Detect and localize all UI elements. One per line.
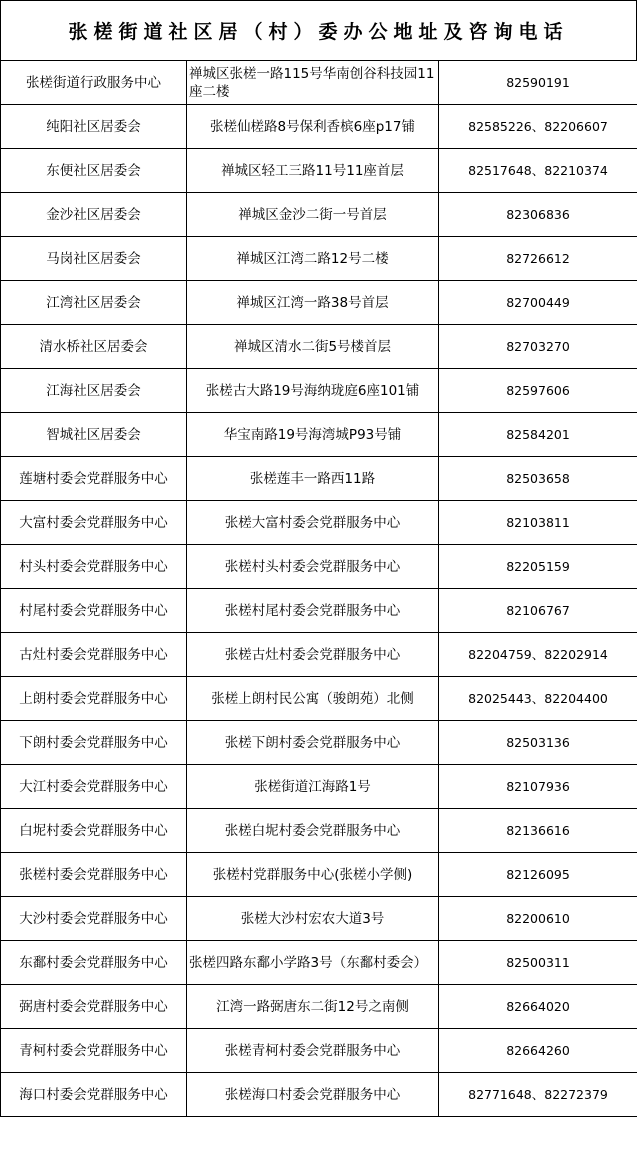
office-phone-cell: 82664020 [439, 985, 637, 1029]
office-address-cell: 华宝南路19号海湾城P93号铺 [187, 413, 439, 457]
table-row [1, 149, 637, 193]
table-row [1, 1073, 637, 1117]
office-phone-cell: 82503136 [439, 721, 637, 765]
office-name-cell: 下朗村委会党群服务中心 [1, 721, 187, 765]
office-address-cell: 禅城区江湾一路38号首层 [187, 281, 439, 325]
office-phone-cell: 82025443、82204400 [439, 677, 637, 721]
office-phone-cell: 82136616 [439, 809, 637, 853]
office-phone-cell: 82205159 [439, 545, 637, 589]
office-name-cell: 大富村委会党群服务中心 [1, 501, 187, 545]
office-address-cell: 禅城区轻工三路11号11座首层 [187, 149, 439, 193]
office-address-cell: 张槎街道江海路1号 [187, 765, 439, 809]
office-phone-cell: 82664260 [439, 1029, 637, 1073]
office-address-cell: 张槎大沙村宏农大道3号 [187, 897, 439, 941]
table-row [1, 941, 637, 985]
office-name-cell: 马岗社区居委会 [1, 237, 187, 281]
office-name-cell: 大沙村委会党群服务中心 [1, 897, 187, 941]
office-name-cell: 大江村委会党群服务中心 [1, 765, 187, 809]
office-address-cell: 张槎四路东鄱小学路3号（东鄱村委会） [187, 941, 439, 985]
office-phone-cell: 82126095 [439, 853, 637, 897]
table-row [1, 897, 637, 941]
office-phone-cell: 82503658 [439, 457, 637, 501]
sheet-title: 张槎街道社区居（村）委办公地址及咨询电话 [0, 0, 637, 60]
office-name-cell: 海口村委会党群服务中心 [1, 1073, 187, 1117]
office-address-cell: 禅城区江湾二路12号二楼 [187, 237, 439, 281]
office-name-cell: 清水桥社区居委会 [1, 325, 187, 369]
office-address-cell: 张槎莲丰一路西11路 [187, 457, 439, 501]
contact-table [0, 60, 637, 1117]
office-address-cell: 张槎青柯村委会党群服务中心 [187, 1029, 439, 1073]
office-name-cell: 莲塘村委会党群服务中心 [1, 457, 187, 501]
office-name-cell: 张槎街道行政服务中心 [1, 61, 187, 105]
office-phone-cell: 82517648、82210374 [439, 149, 637, 193]
office-phone-cell: 82103811 [439, 501, 637, 545]
table-row [1, 61, 637, 105]
office-name-cell: 古灶村委会党群服务中心 [1, 633, 187, 677]
office-name-cell: 江湾社区居委会 [1, 281, 187, 325]
office-address-cell: 禅城区清水二街5号楼首层 [187, 325, 439, 369]
office-name-cell: 金沙社区居委会 [1, 193, 187, 237]
contact-table-body [1, 61, 637, 1117]
table-row [1, 105, 637, 149]
office-name-cell: 青柯村委会党群服务中心 [1, 1029, 187, 1073]
table-row [1, 809, 637, 853]
table-row [1, 853, 637, 897]
office-address-cell: 张槎村头村委会党群服务中心 [187, 545, 439, 589]
table-row [1, 765, 637, 809]
office-name-cell: 上朗村委会党群服务中心 [1, 677, 187, 721]
office-phone-cell: 82597606 [439, 369, 637, 413]
table-row [1, 325, 637, 369]
table-row [1, 721, 637, 765]
table-row [1, 413, 637, 457]
table-row [1, 633, 637, 677]
table-row [1, 985, 637, 1029]
office-phone-cell: 82200610 [439, 897, 637, 941]
office-phone-cell: 82590191 [439, 61, 637, 105]
office-name-cell: 弼唐村委会党群服务中心 [1, 985, 187, 1029]
office-address-cell: 张槎下朗村委会党群服务中心 [187, 721, 439, 765]
office-address-cell: 张槎白坭村委会党群服务中心 [187, 809, 439, 853]
office-address-cell: 张槎村党群服务中心(张槎小学侧) [187, 853, 439, 897]
office-name-cell: 东便社区居委会 [1, 149, 187, 193]
table-row [1, 237, 637, 281]
table-row [1, 193, 637, 237]
table-row [1, 677, 637, 721]
table-row [1, 369, 637, 413]
table-row [1, 281, 637, 325]
office-address-cell: 张槎大富村委会党群服务中心 [187, 501, 439, 545]
office-name-cell: 江海社区居委会 [1, 369, 187, 413]
office-address-cell: 张槎仙槎路8号保利香槟6座p17铺 [187, 105, 439, 149]
office-phone-cell: 82584201 [439, 413, 637, 457]
office-name-cell: 纯阳社区居委会 [1, 105, 187, 149]
table-row [1, 589, 637, 633]
office-phone-cell: 82771648、82272379 [439, 1073, 637, 1117]
office-phone-cell: 82107936 [439, 765, 637, 809]
office-name-cell: 白坭村委会党群服务中心 [1, 809, 187, 853]
office-address-cell: 张槎上朗村民公寓（骏朗苑）北侧 [187, 677, 439, 721]
table-row [1, 545, 637, 589]
office-address-cell: 江湾一路弼唐东二街12号之南侧 [187, 985, 439, 1029]
office-name-cell: 智城社区居委会 [1, 413, 187, 457]
office-address-cell: 张槎村尾村委会党群服务中心 [187, 589, 439, 633]
office-phone-cell: 82700449 [439, 281, 637, 325]
office-phone-cell: 82726612 [439, 237, 637, 281]
office-phone-cell: 82585226、82206607 [439, 105, 637, 149]
office-phone-cell: 82500311 [439, 941, 637, 985]
office-address-cell: 张槎古灶村委会党群服务中心 [187, 633, 439, 677]
office-address-cell: 张槎海口村委会党群服务中心 [187, 1073, 439, 1117]
office-phone-cell: 82204759、82202914 [439, 633, 637, 677]
table-row [1, 501, 637, 545]
office-name-cell: 村头村委会党群服务中心 [1, 545, 187, 589]
office-phone-cell: 82703270 [439, 325, 637, 369]
office-phone-cell: 82106767 [439, 589, 637, 633]
table-row [1, 1029, 637, 1073]
office-address-cell: 禅城区张槎一路115号华南创谷科技园11座二楼 [187, 61, 439, 105]
office-name-cell: 东鄱村委会党群服务中心 [1, 941, 187, 985]
office-name-cell: 村尾村委会党群服务中心 [1, 589, 187, 633]
office-address-cell: 张槎古大路19号海纳珑庭6座101铺 [187, 369, 439, 413]
office-name-cell: 张槎村委会党群服务中心 [1, 853, 187, 897]
office-address-cell: 禅城区金沙二街一号首层 [187, 193, 439, 237]
table-row [1, 457, 637, 501]
office-phone-cell: 82306836 [439, 193, 637, 237]
